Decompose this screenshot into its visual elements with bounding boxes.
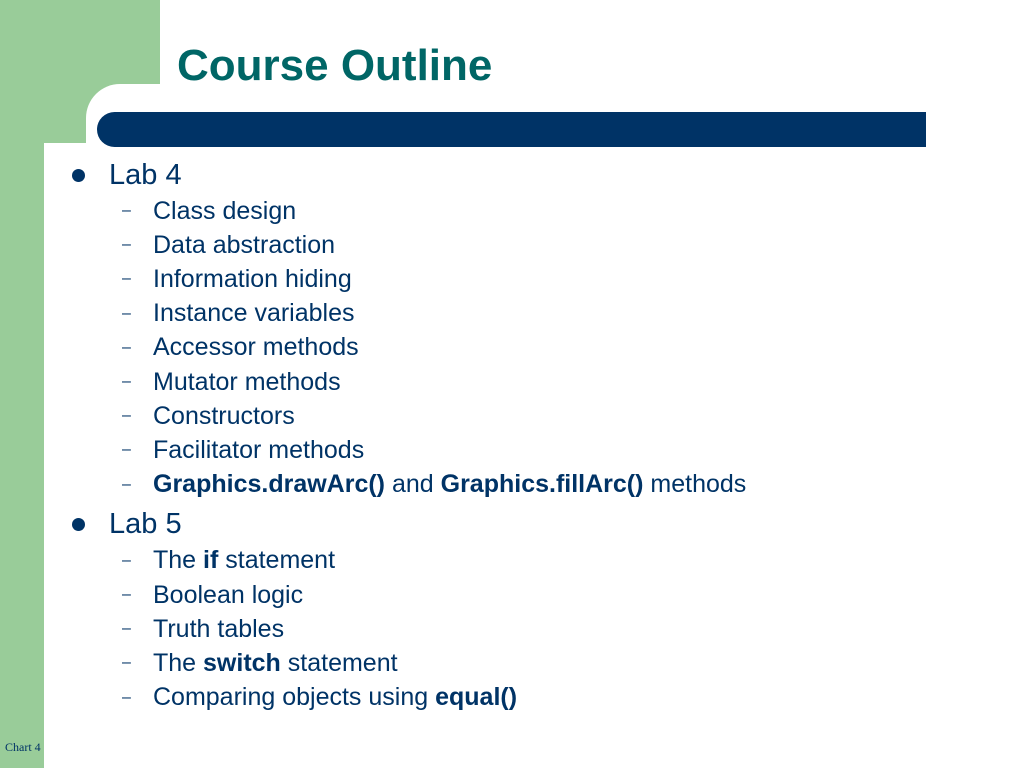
outline-item-text: Accessor methods <box>153 333 359 362</box>
outline-item <box>122 366 341 398</box>
item-text-part: The <box>153 546 204 575</box>
dash-icon: – <box>122 338 131 356</box>
title-underline-bar <box>97 112 926 147</box>
item-text-part: methods <box>643 470 747 499</box>
outline-item <box>122 469 746 501</box>
dash-icon: – <box>122 270 131 288</box>
outline-item-text: Truth tables <box>153 614 285 643</box>
outline-item-text: Facilitator methods <box>153 435 365 464</box>
outline-item-text <box>153 470 746 499</box>
item-text-part: and <box>385 470 441 499</box>
section-label: Lab 5 <box>109 508 182 541</box>
outline-item-text: Data abstraction <box>153 230 336 259</box>
dash-icon: – <box>122 688 131 706</box>
slide-footer: Chart 4 <box>5 740 41 754</box>
outline-item <box>122 579 303 611</box>
outline-item-text: Mutator methods <box>153 367 341 396</box>
bullet-icon <box>72 518 85 531</box>
outline-item-text: Information hiding <box>153 264 352 293</box>
outline-item <box>122 613 284 645</box>
outline-item <box>122 229 335 261</box>
outline-item-text: Instance variables <box>153 299 355 328</box>
dash-icon: – <box>122 441 131 459</box>
dash-icon: – <box>122 620 131 638</box>
code-term: if <box>203 546 219 575</box>
outline-item <box>122 682 517 714</box>
code-term: Graphics.drawArc() <box>153 470 386 499</box>
dash-icon: – <box>122 304 131 322</box>
outline-item <box>122 332 359 364</box>
dash-icon: – <box>122 373 131 390</box>
outline-item-text <box>153 649 398 678</box>
section-label: Lab 4 <box>109 158 182 191</box>
outline-item-text: Constructors <box>153 401 295 430</box>
slide-title: Course Outline <box>177 41 493 90</box>
dash-icon: – <box>122 551 131 569</box>
outline-item <box>122 434 364 466</box>
item-text-part: Comparing objects using <box>153 683 436 712</box>
outline-item-text: Boolean logic <box>153 580 304 609</box>
bullet-icon <box>72 169 85 182</box>
section-lab-4 <box>72 157 182 193</box>
item-text-part: statement <box>218 546 336 575</box>
dash-icon: – <box>122 236 131 254</box>
outline-item-text: Class design <box>153 196 297 225</box>
outline-item <box>122 195 296 227</box>
outline-item <box>122 263 352 295</box>
dash-icon: – <box>122 654 131 672</box>
code-term: Graphics.fillArc() <box>440 470 644 499</box>
outline-item <box>122 545 335 577</box>
dash-icon: – <box>122 202 131 219</box>
code-term: switch <box>203 648 281 677</box>
outline-item <box>122 647 398 679</box>
section-lab-5 <box>72 507 182 543</box>
item-text-part: statement <box>280 648 398 677</box>
code-term: equal() <box>435 683 518 712</box>
dash-icon: – <box>122 407 131 425</box>
outline-item-text <box>153 546 335 575</box>
item-text-part: The <box>153 648 204 677</box>
outline-item <box>122 298 355 330</box>
outline-item <box>122 400 295 432</box>
outline-item-text <box>153 683 517 712</box>
dash-icon: – <box>122 586 131 603</box>
dash-icon: – <box>122 475 131 493</box>
